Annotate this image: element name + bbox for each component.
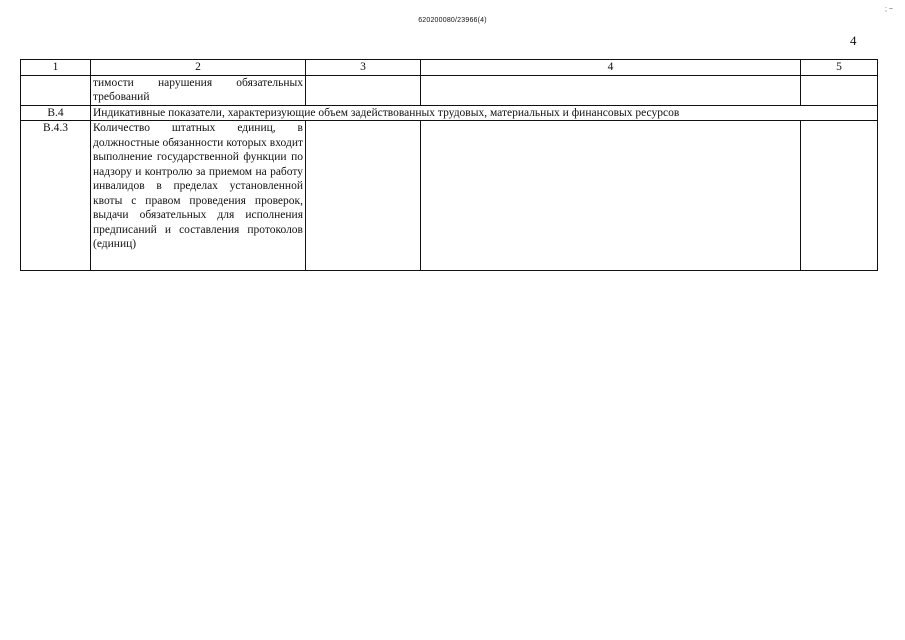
table-row bbox=[21, 121, 878, 271]
row-cell-5 bbox=[801, 121, 878, 271]
table-row bbox=[21, 75, 878, 105]
section-title: Индикативные показатели, характеризующие объем задействованных трудовых, материальных и финансовых ресурсов bbox=[91, 105, 878, 121]
row-cell-4 bbox=[421, 75, 801, 105]
table-section-row bbox=[21, 105, 878, 121]
section-code: В.4 bbox=[21, 105, 91, 121]
column-number-4: 4 bbox=[421, 60, 801, 76]
column-number-3: 3 bbox=[306, 60, 421, 76]
column-number-1: 1 bbox=[21, 60, 91, 76]
row-cell-3 bbox=[306, 75, 421, 105]
corner-mark: ; ~ bbox=[885, 6, 893, 13]
row-cell-3 bbox=[306, 121, 421, 271]
row-code bbox=[21, 75, 91, 105]
row-description: Количество штатных единиц, в должностные обязанности которых входит выполнение государственной функции по надзору и контролю за приемом на работу инвалидов в пределах установленной квоты с правом проведения проверок, выдачи обязательных для исполнения предписаний и составления протоколов (единиц) bbox=[91, 121, 306, 271]
row-description: тимости нарушения обязательных требований bbox=[91, 75, 306, 105]
column-number-5: 5 bbox=[801, 60, 878, 76]
row-code: В.4.3 bbox=[21, 121, 91, 271]
document-id-code: 620200080/23966(4) bbox=[418, 17, 487, 24]
row-cell-5 bbox=[801, 75, 878, 105]
indicators-table bbox=[20, 59, 878, 271]
row-cell-4 bbox=[421, 121, 801, 271]
column-number-2: 2 bbox=[91, 60, 306, 76]
table-header-row bbox=[21, 60, 878, 76]
page-number: 4 bbox=[850, 33, 857, 48]
